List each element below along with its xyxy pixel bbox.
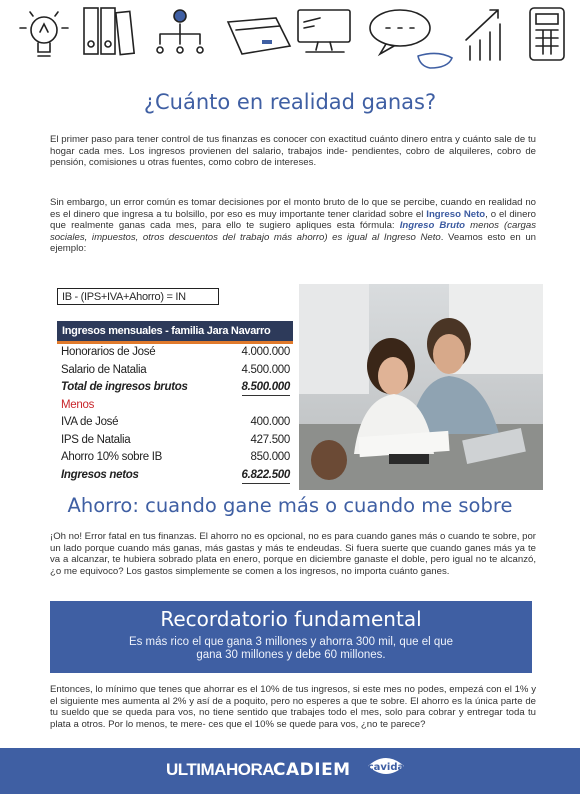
row-value: 6.822.500 <box>242 468 290 484</box>
page-title: ¿Cuánto en realidad ganas? <box>143 90 437 114</box>
row-label: Salario de Natalia <box>61 363 147 376</box>
row-value: 4.500.000 <box>241 363 290 376</box>
speech-bubble-icon <box>370 10 452 68</box>
table-row-total-gross <box>57 379 293 397</box>
intro-p2-formula-text: menos (cargas sociales, impuestos, otros descuentos del trabajo más ahorro) es igual al Ingreso Neto <box>50 220 536 243</box>
row-value: 400.000 <box>250 416 290 428</box>
closing-paragraph: Entonces, lo mínimo que tenes que ahorrar es el 10% de tus ingresos, si este mes no podes, empezá con el 1% y el siguiente mes aumenta al 2% y así de a poquito, pero no esperes a que te sobre. El ahorro es la única parte de tu sueldo que se queda para vos, no tiene sentido que trabajes todo el mes, solo para cobrar y entregar toda tu plata a otros. Por lo menos, te mere- ces que el 10% se quede para vos, ¿no te parece? <box>50 684 536 730</box>
lightbulb-icon <box>20 12 68 56</box>
intro-paragraph-1: El primer paso para tener control de tus finanzas es conocer con exactitud cuánto dinero entra y cuánto sale de tu hogar cada mes. Los ingresos provienen del salario, trabajos inde- pendientes, cobro de alquileres, cobro de pensión, comisiones u otras fuentes, como cobro de intereses. <box>50 134 536 169</box>
logo-ultimahora: ULTIMAHORA <box>166 760 274 779</box>
logo-cadiem: CADIEM <box>273 760 351 780</box>
header-doodles <box>0 0 580 80</box>
row-label: Ahorro 10% sobre IB <box>61 451 163 463</box>
logo-cavida-text: cavida <box>367 762 405 773</box>
binders-icon <box>84 8 134 55</box>
row-value: 427.500 <box>250 433 290 446</box>
wallet-icon <box>228 18 290 54</box>
table-row <box>57 362 293 380</box>
section2-title: Ahorro: cuando gane más o cuando me sobre <box>67 494 513 517</box>
income-table-title: Ingresos mensuales - familia Jara Navarro <box>57 321 293 344</box>
reminder-banner <box>50 601 532 673</box>
ingreso-neto-term: Ingreso Neto <box>426 208 486 220</box>
table-row-menos <box>57 397 293 415</box>
intro-paragraph-2 <box>50 197 536 255</box>
row-value: 8.500.000 <box>242 380 290 396</box>
table-row <box>57 449 293 467</box>
intro-p2-text-a: Sin embargo, un error común es tomar decisiones por el monto bruto de lo que se percibe, cuando en realidad no es el dinero que ingresa a tu bolsillo, por eso es muy importante tener claridad sobre el <box>50 197 536 220</box>
calculator-icon <box>530 8 564 60</box>
row-value: 4.000.000 <box>241 346 290 358</box>
table-row <box>57 344 293 362</box>
reminder-text: Es más rico el que gana 3 millones y ahorra 300 mil, que el que gana 30 millones y debe 60 millones. <box>128 636 454 661</box>
couple-finances-photo <box>299 284 543 490</box>
computer-icon <box>298 10 350 52</box>
row-label: Menos <box>61 398 95 411</box>
reminder-title: Recordatorio fundamental <box>160 607 422 631</box>
formula-box: IB - (IPS+IVA+Ahorro) = IN <box>57 288 219 305</box>
ingreso-bruto-term: Ingreso Bruto <box>399 220 466 232</box>
row-value: 850.000 <box>250 451 290 463</box>
section2-paragraph: ¡Oh no! Error fatal en tus finanzas. El ahorro no es opcional, no es para cuando ganes más o cuando te sobre, por un lado porque cuando más ganas, más gastas y más te endeudas. Si fuera suerte que cuando ganes más ya te va a alcanzar, te hubiera sobrado plata en enero, porque en diciembre ganaste el doble, pero igual no te alcanzó, ¿o me equivoco? Los gastos simplemente se comen a los ingresos, no importa cuánto ganes. <box>50 531 536 577</box>
table-row-total-net <box>57 467 293 485</box>
row-label: Ingresos netos <box>61 468 139 481</box>
intro-p2-text-c: , o el dinero que realmente ganas cada mes, para ello te sugiero apliques esta fórmula: <box>50 208 537 232</box>
org-chart-icon <box>157 10 203 53</box>
row-label: Total de ingresos brutos <box>61 381 188 393</box>
table-row <box>57 432 293 450</box>
row-label: IVA de José <box>61 416 119 428</box>
table-row <box>57 414 293 432</box>
logo-cavida <box>366 752 406 780</box>
income-table <box>57 321 293 484</box>
intro-p2-text-f: . Veamos esto en un ejemplo: <box>50 231 537 255</box>
row-label: Honorarios de José <box>61 346 156 358</box>
row-label: IPS de Natalia <box>61 433 131 446</box>
footer-bar <box>0 748 580 794</box>
bar-chart-icon <box>466 10 500 60</box>
